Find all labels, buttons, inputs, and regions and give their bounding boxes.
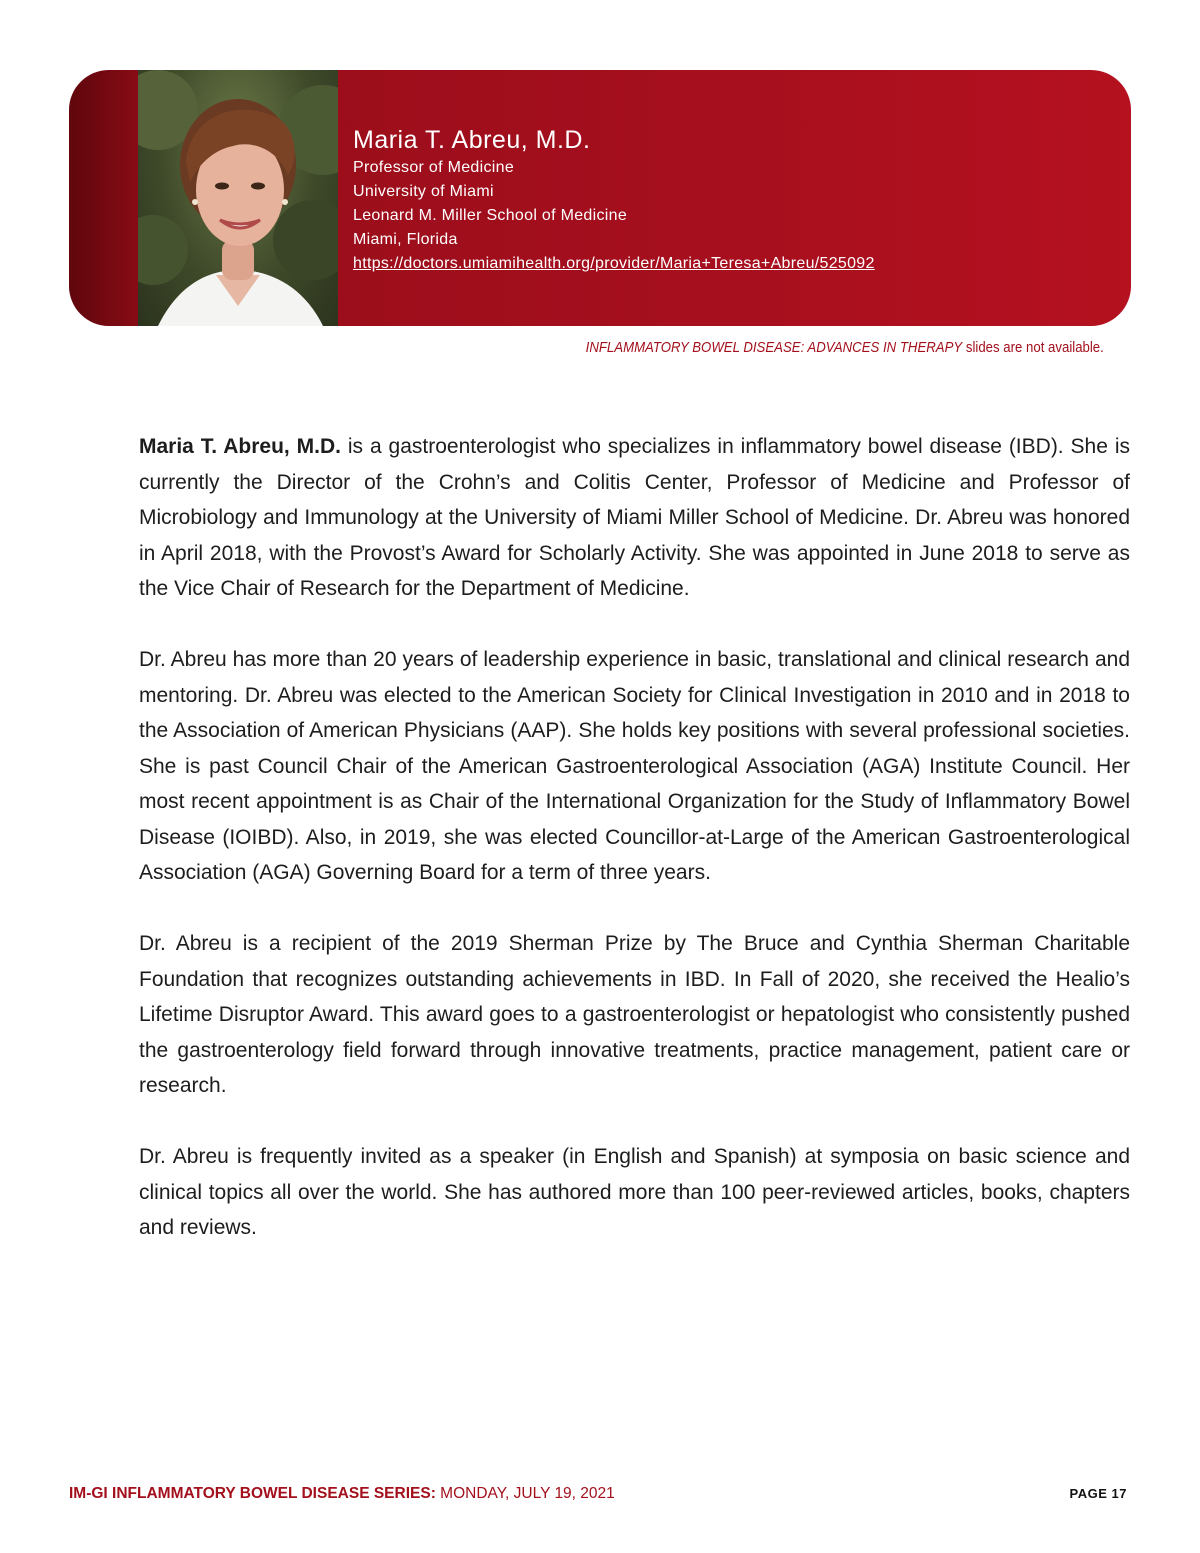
speaker-info: [353, 124, 875, 276]
speaker-profile-link[interactable]: https://doctors.umiamihealth.org/provider/Maria+Teresa+Abreu/525092: [353, 255, 875, 272]
speaker-link-line: [353, 252, 875, 276]
bio-paragraph-1: [139, 429, 1130, 607]
bio-paragraph-1-text: is a gastroenterologist who specializes in inflammatory bowel disease (IBD). She is currently the Director of the Crohn’s and Colitis Center, Professor of Medicine and Professor of Microbiology and Immunology at the University of Miami Miller School of Medicine. Dr. Abreu was honored in April 2018, with the Provost’s Award for Scholarly Activity. She was appointed in June 2018 to serve as the Vice Chair of Research for the Department of Medicine.: [139, 435, 1130, 600]
bio-paragraph-2: Dr. Abreu has more than 20 years of leadership experience in basic, translational and clinical research and mentoring. Dr. Abreu was elected to the American Society for Clinical Investigation in 2010 and in 2018 to the Association of American Physicians (AAP). She holds key positions with several professional societies. She is past Council Chair of the American Gastroenterological Association (AGA) Institute Council. Her most recent appointment is as Chair of the International Organization for the Study of Inflammatory Bowel Disease (IOIBD). Also, in 2019, she was elected Councillor-at-Large of the American Gastroenterological Association (AGA) Governing Board for a term of three years.: [139, 648, 1130, 884]
speaker-institution: University of Miami: [353, 183, 494, 200]
bio-speaker-name: Maria T. Abreu, M.D.: [139, 435, 341, 458]
banner-shade: [69, 70, 139, 326]
speaker-portrait-graphic: [138, 70, 338, 326]
slides-note-rest: slides are not available.: [962, 339, 1104, 356]
footer-series-name: IM-GI INFLAMMATORY BOWEL DISEASE SERIES:: [69, 1485, 436, 1502]
speaker-name: Maria T. Abreu, M.D.: [353, 126, 591, 154]
slides-note-title: INFLAMMATORY BOWEL DISEASE: ADVANCES IN THERAPY: [585, 339, 963, 356]
footer-series: [69, 1485, 615, 1503]
footer-date: MONDAY, JULY 19, 2021: [435, 1485, 615, 1502]
slides-availability-note: [586, 339, 1104, 356]
speaker-location: Miami, Florida: [353, 231, 458, 248]
speaker-title: Professor of Medicine: [353, 159, 515, 176]
speaker-biography: [139, 429, 1130, 1281]
page-number: PAGE 17: [1069, 1486, 1127, 1501]
speaker-photo: [138, 70, 338, 326]
speaker-school: Leonard M. Miller School of Medicine: [353, 207, 628, 224]
bio-paragraph-4: Dr. Abreu is frequently invited as a speaker (in English and Spanish) at symposia on basic science and clinical topics all over the world. She has authored more than 100 peer-reviewed articles, books, chapters and reviews.: [139, 1145, 1130, 1239]
bio-paragraph-3: Dr. Abreu is a recipient of the 2019 Sherman Prize by The Bruce and Cynthia Sherman Charitable Foundation that recognizes outstanding achievements in IBD. In Fall of 2020, she received the Healio’s Lifetime Disruptor Award. This award goes to a gastroenterologist or hepatologist who consistently pushed the gastroenterology field forward through innovative treatments, practice management, patient care or research.: [139, 932, 1130, 1097]
